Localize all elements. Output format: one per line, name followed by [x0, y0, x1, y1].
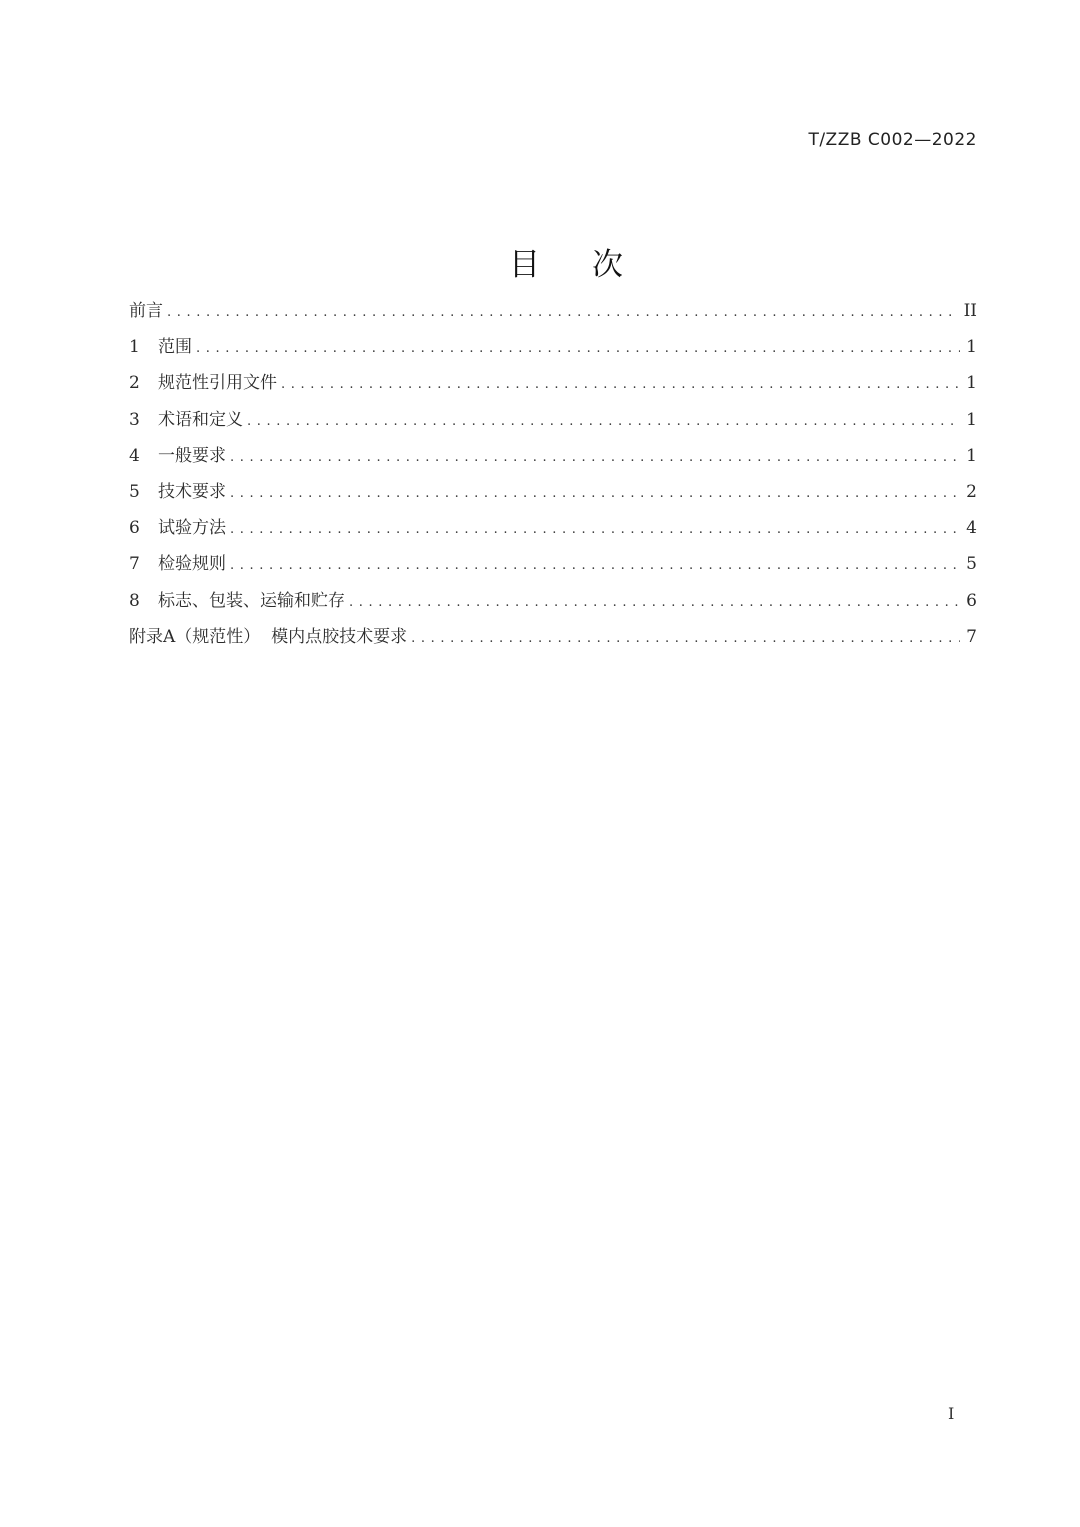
dot-leader — [247, 414, 960, 429]
toc-entry-number: 3 — [129, 409, 140, 430]
toc-entry-test-methods[interactable] — [129, 513, 977, 549]
toc-entry-number: 6 — [129, 518, 140, 539]
toc-entry-scope[interactable] — [129, 332, 977, 368]
toc-entry-page: 7 — [966, 626, 977, 647]
document-code: T/ZZB C002—2022 — [808, 130, 977, 150]
toc-title: 目次 — [509, 246, 675, 283]
toc-entry-page: II — [963, 301, 977, 321]
toc-entry-page: 1 — [966, 337, 977, 358]
dot-leader — [196, 341, 960, 356]
toc-entry-page: 1 — [966, 373, 977, 394]
toc-entry-label: 规范性引用文件 — [158, 373, 277, 394]
toc-entry-foreword[interactable] — [129, 296, 977, 332]
toc-entry-number: 8 — [129, 590, 140, 611]
toc-entry-label: 术语和定义 — [158, 409, 243, 430]
toc-entry-normative-references[interactable] — [129, 368, 977, 404]
dot-leader — [349, 595, 960, 610]
toc-entry-inspection-rules[interactable] — [129, 549, 977, 585]
toc-entry-label: 前言 — [129, 301, 163, 321]
toc-entry-number: 2 — [129, 373, 140, 394]
dot-leader — [230, 486, 960, 501]
toc-entry-label: 技术要求 — [158, 481, 226, 502]
toc-entry-page: 1 — [966, 445, 977, 466]
toc-entry-page: 4 — [966, 518, 977, 539]
toc-entry-page: 6 — [966, 590, 977, 611]
toc-entry-label: 检验规则 — [158, 554, 226, 575]
dot-leader — [281, 377, 960, 392]
toc-entry-label: 试验方法 — [158, 518, 226, 539]
toc-entry-general-requirements[interactable] — [129, 441, 977, 477]
toc-entry-page: 2 — [966, 481, 977, 502]
toc-entry-label: 范围 — [158, 337, 192, 358]
toc-entry-technical-requirements[interactable] — [129, 477, 977, 513]
table-of-contents — [129, 296, 977, 658]
toc-entry-marking-packaging[interactable] — [129, 586, 977, 622]
toc-entry-label: 标志、包装、运输和贮存 — [158, 590, 345, 611]
dot-leader — [411, 631, 960, 646]
dot-leader — [167, 305, 958, 320]
dot-leader — [230, 522, 960, 537]
toc-entry-number: 4 — [129, 445, 140, 466]
toc-entry-page: 1 — [966, 409, 977, 430]
toc-entry-number: 1 — [129, 337, 140, 358]
toc-entry-number: 5 — [129, 481, 140, 502]
toc-entry-terms-definitions[interactable] — [129, 405, 977, 441]
toc-entry-annex-a[interactable] — [129, 622, 977, 658]
toc-entry-label: 附录A（规范性） 模内点胶技术要求 — [129, 626, 408, 647]
toc-entry-page: 5 — [966, 554, 977, 575]
dot-leader — [230, 558, 960, 573]
page-number: I — [948, 1404, 955, 1423]
toc-entry-label: 一般要求 — [158, 445, 226, 466]
toc-entry-number: 7 — [129, 554, 140, 575]
dot-leader — [230, 450, 960, 465]
